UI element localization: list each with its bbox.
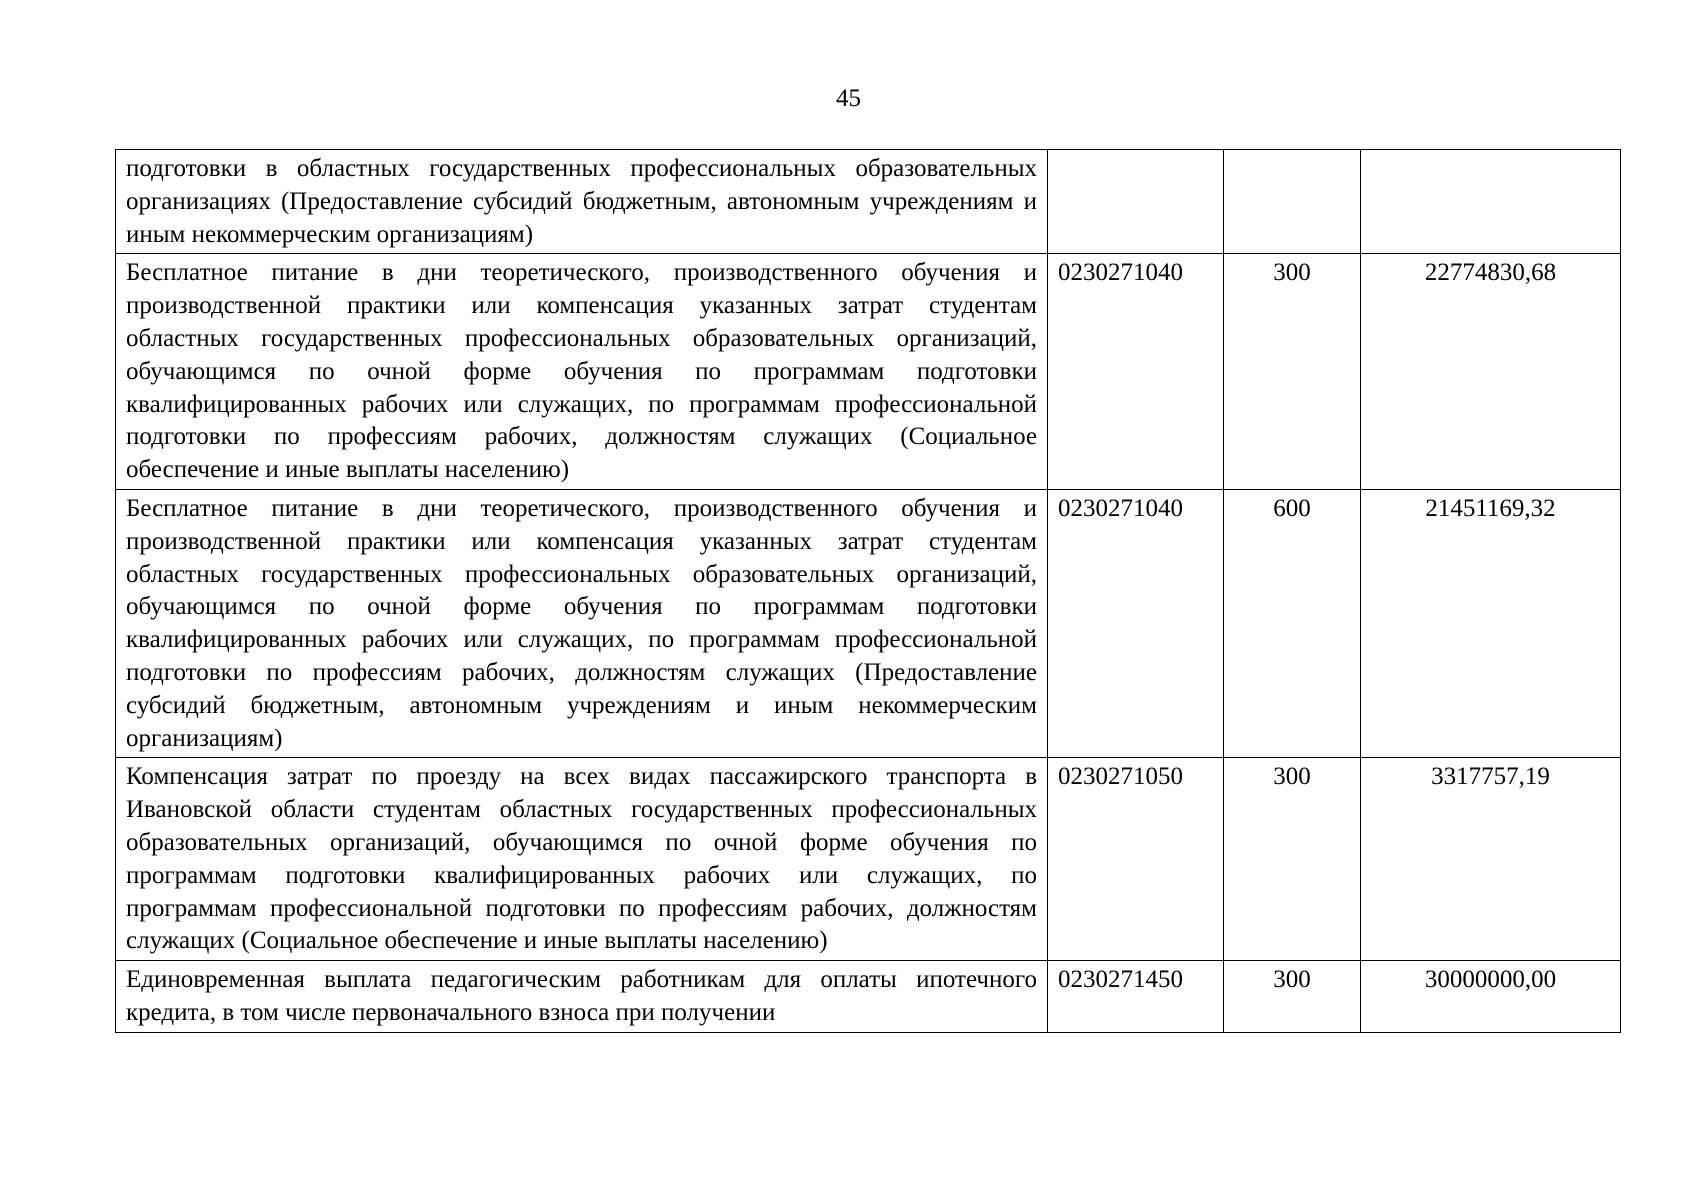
row-description: Бесплатное питание в дни теоретического, производственного обучения и производственной практики или компенсация указанных затрат студентам областных государственных профессиональных образовательных организаций, обучающимся по очной форме обучения по программам подготовки квалифицированных рабочих или служащих, по программам профессиональной подготовки по профессиям рабочих, должностям служащих (Предоставление субсидий бюджетным, автономным учреждениям и иным некоммерческим организациям) xyxy=(116,489,1048,757)
row-description: подготовки в областных государственных профессиональных образовательных организациях (Предоставление субсидий бюджетным, автономным учреждениям и иным некоммерческим организациям) xyxy=(116,150,1048,254)
page-number: 45 xyxy=(836,85,861,112)
row-amount: 21451169,32 xyxy=(1361,489,1621,757)
row-target-code: 0230271050 xyxy=(1048,758,1224,961)
row-description: Единовременная выплата педагогическим работникам для оплаты ипотечного кредита, в том числе первоначального взноса при получении xyxy=(116,961,1048,1033)
row-amount: 22774830,68 xyxy=(1361,254,1621,490)
table-row xyxy=(116,489,1621,757)
row-expense-type xyxy=(1224,150,1361,254)
table-row xyxy=(116,150,1621,254)
row-target-code: 0230271450 xyxy=(1048,961,1224,1033)
row-expense-type: 600 xyxy=(1224,489,1361,757)
row-amount: 30000000,00 xyxy=(1361,961,1621,1033)
table-row xyxy=(116,961,1621,1033)
row-amount: 3317757,19 xyxy=(1361,758,1621,961)
row-expense-type: 300 xyxy=(1224,961,1361,1033)
budget-table xyxy=(115,149,1621,1033)
row-description: Бесплатное питание в дни теоретического, производственного обучения и производственной практики или компенсация указанных затрат студентам областных государственных профессиональных образовательных организаций, обучающимся по очной форме обучения по программам подготовки квалифицированных рабочих или служащих, по программам профессиональной подготовки по профессиям рабочих, должностям служащих (Социальное обеспечение и иные выплаты населению) xyxy=(116,254,1048,490)
row-expense-type: 300 xyxy=(1224,254,1361,490)
row-expense-type: 300 xyxy=(1224,758,1361,961)
table-row xyxy=(116,254,1621,490)
row-target-code xyxy=(1048,150,1224,254)
table-row xyxy=(116,758,1621,961)
row-description: Компенсация затрат по проезду на всех видах пассажирского транспорта в Ивановской области студентам областных государственных профессиональных образовательных организаций, обучающимся по очной форме обучения по программам подготовки квалифицированных рабочих или служащих, по программам профессиональной подготовки по профессиям рабочих, должностям служащих (Социальное обеспечение и иные выплаты населению) xyxy=(116,758,1048,961)
row-target-code: 0230271040 xyxy=(1048,254,1224,490)
row-amount xyxy=(1361,150,1621,254)
row-target-code: 0230271040 xyxy=(1048,489,1224,757)
